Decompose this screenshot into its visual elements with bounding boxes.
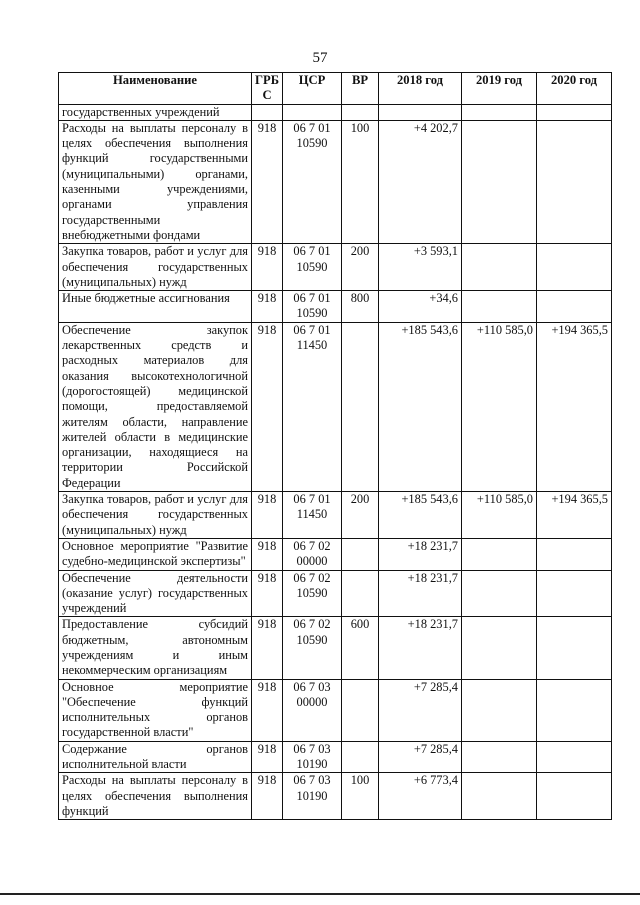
row-vr: [342, 538, 379, 570]
row-2019: [462, 291, 537, 323]
row-name: Иные бюджетные ассигнования: [59, 291, 252, 323]
row-2020: [537, 570, 612, 617]
row-2020: +194 365,5: [537, 492, 612, 539]
row-2019: [462, 617, 537, 679]
table-row: [59, 679, 612, 741]
budget-table: [58, 72, 612, 820]
header-vr: ВР: [342, 73, 379, 105]
row-2018: +34,6: [379, 291, 462, 323]
row-grbs: [252, 104, 283, 120]
row-2020: [537, 773, 612, 820]
row-name: Расходы на выплаты персоналу в целях обеспечения выполнения функций: [59, 773, 252, 820]
row-2020: [537, 244, 612, 291]
row-grbs: 918: [252, 617, 283, 679]
row-2020: +194 365,5: [537, 322, 612, 491]
row-2018: +185 543,6: [379, 492, 462, 539]
row-2019: [462, 679, 537, 741]
row-name: Закупка товаров, работ и услуг для обеспечения государственных (муниципальных) нужд: [59, 244, 252, 291]
row-grbs: 918: [252, 492, 283, 539]
row-grbs: 918: [252, 538, 283, 570]
table-row: [59, 322, 612, 491]
row-2018: +7 285,4: [379, 679, 462, 741]
row-2019: +110 585,0: [462, 322, 537, 491]
row-name: Обеспечение закупок лекарственных средств и расходных материалов для оказания высокотехнологичной (дорогостоящей) медицинской помощи, предоставляемой жителям области, направление жителей области в медицинские организации, находящиеся на территории Российской Федерации: [59, 322, 252, 491]
table-row: [59, 120, 612, 243]
row-grbs: 918: [252, 291, 283, 323]
row-grbs: 918: [252, 741, 283, 773]
row-2019: [462, 244, 537, 291]
row-csr: 06 7 01 10590: [283, 291, 342, 323]
header-2018: 2018 год: [379, 73, 462, 105]
row-2019: [462, 538, 537, 570]
table-row: [59, 492, 612, 539]
row-2018: +185 543,6: [379, 322, 462, 491]
row-vr: [342, 322, 379, 491]
row-2019: +110 585,0: [462, 492, 537, 539]
row-2020: [537, 291, 612, 323]
table-row: [59, 741, 612, 773]
row-2019: [462, 570, 537, 617]
row-vr: 200: [342, 244, 379, 291]
row-grbs: 918: [252, 773, 283, 820]
row-2018: +4 202,7: [379, 120, 462, 243]
row-2018: +18 231,7: [379, 617, 462, 679]
row-name: Предоставление субсидий бюджетным, автономным учреждениям и иным некоммерческим организациям: [59, 617, 252, 679]
row-csr: 06 7 01 11450: [283, 322, 342, 491]
row-csr: 06 7 01 10590: [283, 120, 342, 243]
row-csr: 06 7 02 10590: [283, 570, 342, 617]
header-csr: ЦСР: [283, 73, 342, 105]
row-csr: 06 7 03 10190: [283, 741, 342, 773]
row-2019: [462, 773, 537, 820]
row-2020: [537, 538, 612, 570]
row-2018: +18 231,7: [379, 538, 462, 570]
row-2018: +7 285,4: [379, 741, 462, 773]
row-name: Основное мероприятие "Развитие судебно-медицинской экспертизы": [59, 538, 252, 570]
row-2019: [462, 741, 537, 773]
table-row: [59, 617, 612, 679]
row-name: Содержание органов исполнительной власти: [59, 741, 252, 773]
row-csr: 06 7 02 00000: [283, 538, 342, 570]
row-2018: +3 593,1: [379, 244, 462, 291]
header-2020: 2020 год: [537, 73, 612, 105]
header-grbs: ГРБ С: [252, 73, 283, 105]
row-grbs: 918: [252, 244, 283, 291]
row-grbs: 918: [252, 322, 283, 491]
table-row: [59, 773, 612, 820]
row-csr: 06 7 02 10590: [283, 617, 342, 679]
row-grbs: 918: [252, 570, 283, 617]
row-vr: [342, 679, 379, 741]
row-2018: +6 773,4: [379, 773, 462, 820]
row-csr: [283, 104, 342, 120]
header-name: Наименование: [59, 73, 252, 105]
page-bottom-edge: [0, 893, 640, 895]
row-2019: [462, 120, 537, 243]
row-2020: [537, 120, 612, 243]
table-row: [59, 291, 612, 323]
table-row: [59, 538, 612, 570]
row-csr: 06 7 01 11450: [283, 492, 342, 539]
row-name: Расходы на выплаты персоналу в целях обеспечения выполнения функций государственными (муниципальными) органами, казенными учреждениями, органами управления государственными внебюджетными фондами: [59, 120, 252, 243]
row-csr: 06 7 01 10590: [283, 244, 342, 291]
row-vr: 100: [342, 773, 379, 820]
row-name: Закупка товаров, работ и услуг для обеспечения государственных (муниципальных) нужд: [59, 492, 252, 539]
page-number: 57: [312, 50, 328, 66]
row-vr: 800: [342, 291, 379, 323]
row-vr: 200: [342, 492, 379, 539]
header-2019: 2019 год: [462, 73, 537, 105]
row-vr: [342, 104, 379, 120]
row-2020: [537, 617, 612, 679]
row-2020: [537, 741, 612, 773]
row-vr: [342, 570, 379, 617]
table-header-row: [59, 73, 612, 105]
row-name: государственных учреждений: [59, 104, 252, 120]
table-row: [59, 104, 612, 120]
table-row: [59, 570, 612, 617]
row-vr: [342, 741, 379, 773]
row-name: Обеспечение деятельности (оказание услуг) государственных учреждений: [59, 570, 252, 617]
row-2020: [537, 679, 612, 741]
row-2020: [537, 104, 612, 120]
row-vr: 600: [342, 617, 379, 679]
row-vr: 100: [342, 120, 379, 243]
row-csr: 06 7 03 10190: [283, 773, 342, 820]
row-name: Основное мероприятие "Обеспечение функций исполнительных органов государственной власти": [59, 679, 252, 741]
table-row: [59, 244, 612, 291]
row-grbs: 918: [252, 679, 283, 741]
row-2018: [379, 104, 462, 120]
row-2019: [462, 104, 537, 120]
row-csr: 06 7 03 00000: [283, 679, 342, 741]
row-2018: +18 231,7: [379, 570, 462, 617]
row-grbs: 918: [252, 120, 283, 243]
